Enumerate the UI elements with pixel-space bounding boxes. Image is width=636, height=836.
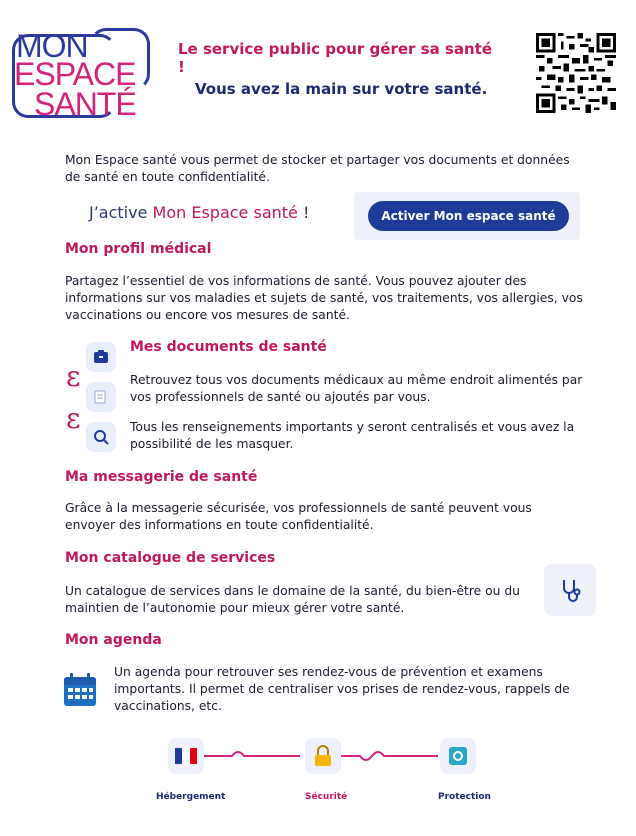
section-title-agenda: Mon agenda [65, 632, 162, 648]
documents-icon [86, 382, 116, 412]
section-title-messagerie: Ma messagerie de santé [65, 469, 258, 485]
logo-line-2: ESPACE [14, 56, 136, 92]
logo-line-1: MON [16, 28, 88, 64]
stethoscope-icon [544, 564, 596, 616]
activate-button[interactable]: Activer Mon espace santé [368, 201, 569, 231]
documents-illustration [66, 340, 122, 456]
header-subtitle: Vous avez la main sur votre santé. [195, 80, 488, 98]
section-text-documents-1: Retrouvez tous vos documents médicaux au même endroit alimentés par vos professionnels de santé ou ajoutés par vous. [130, 373, 583, 404]
intro-paragraph: Mon Espace santé vous permet de stocker et partager vos documents et données de santé en toute confidentialité. [65, 153, 570, 184]
brace-icon: ɛ [66, 360, 81, 393]
section-text-catalogue: Un catalogue de services dans le domaine de la santé, du bien-être ou du maintien de l’autonomie pour mieux gérer votre santé. [65, 584, 520, 615]
padlock-icon [305, 738, 341, 774]
safe-icon [440, 738, 476, 774]
search-icon [86, 422, 116, 452]
french-flag-icon [168, 738, 204, 774]
mon-espace-sante-logo [12, 28, 150, 120]
qr-code[interactable] [536, 33, 616, 113]
section-text-agenda: Un agenda pour retrouver ses rendez-vous de prévention et examens importants. Il permet de centraliser vos prises de rendez-vous, rappels de vaccinations, etc. [114, 665, 570, 713]
calendar-icon [62, 672, 98, 708]
cta-prefix: J’active [89, 203, 153, 222]
footer-label-protection: Protection [438, 792, 491, 802]
folder-icon [86, 342, 116, 372]
section-title-profil: Mon profil médical [65, 241, 212, 257]
logo-line-3: SANTÉ [34, 86, 136, 122]
cta-container [354, 192, 580, 240]
header-tagline: Le service public pour gérer sa santé ! [178, 40, 492, 76]
trust-strip [150, 738, 490, 818]
cta-suffix: ! [297, 203, 310, 222]
brace-icon: ɛ [66, 402, 81, 435]
section-text-documents-2: Tous les renseignements importants y seront centralisés et vous avez la possibilité de les masquer. [130, 420, 575, 451]
footer-label-hebergement: Hébergement [156, 792, 226, 802]
section-title-documents: Mes documents de santé [130, 339, 327, 355]
section-text-messagerie: Grâce à la messagerie sécurisée, vos professionnels de santé peuvent vous envoyer des informations en toute confidentialité. [65, 501, 532, 532]
cta-text [89, 203, 309, 222]
cta-brand: Mon Espace santé [152, 203, 298, 222]
footer-label-securite: Sécurité [305, 792, 348, 802]
section-title-catalogue: Mon catalogue de services [65, 550, 276, 566]
section-text-profil: Partagez l’essentiel de vos informations de santé. Vous pouvez ajouter des informations sur vos maladies et sujets de santé, vos traitements, vos allergies, vos vaccinations ou encore vos mesures de santé. [65, 274, 583, 322]
